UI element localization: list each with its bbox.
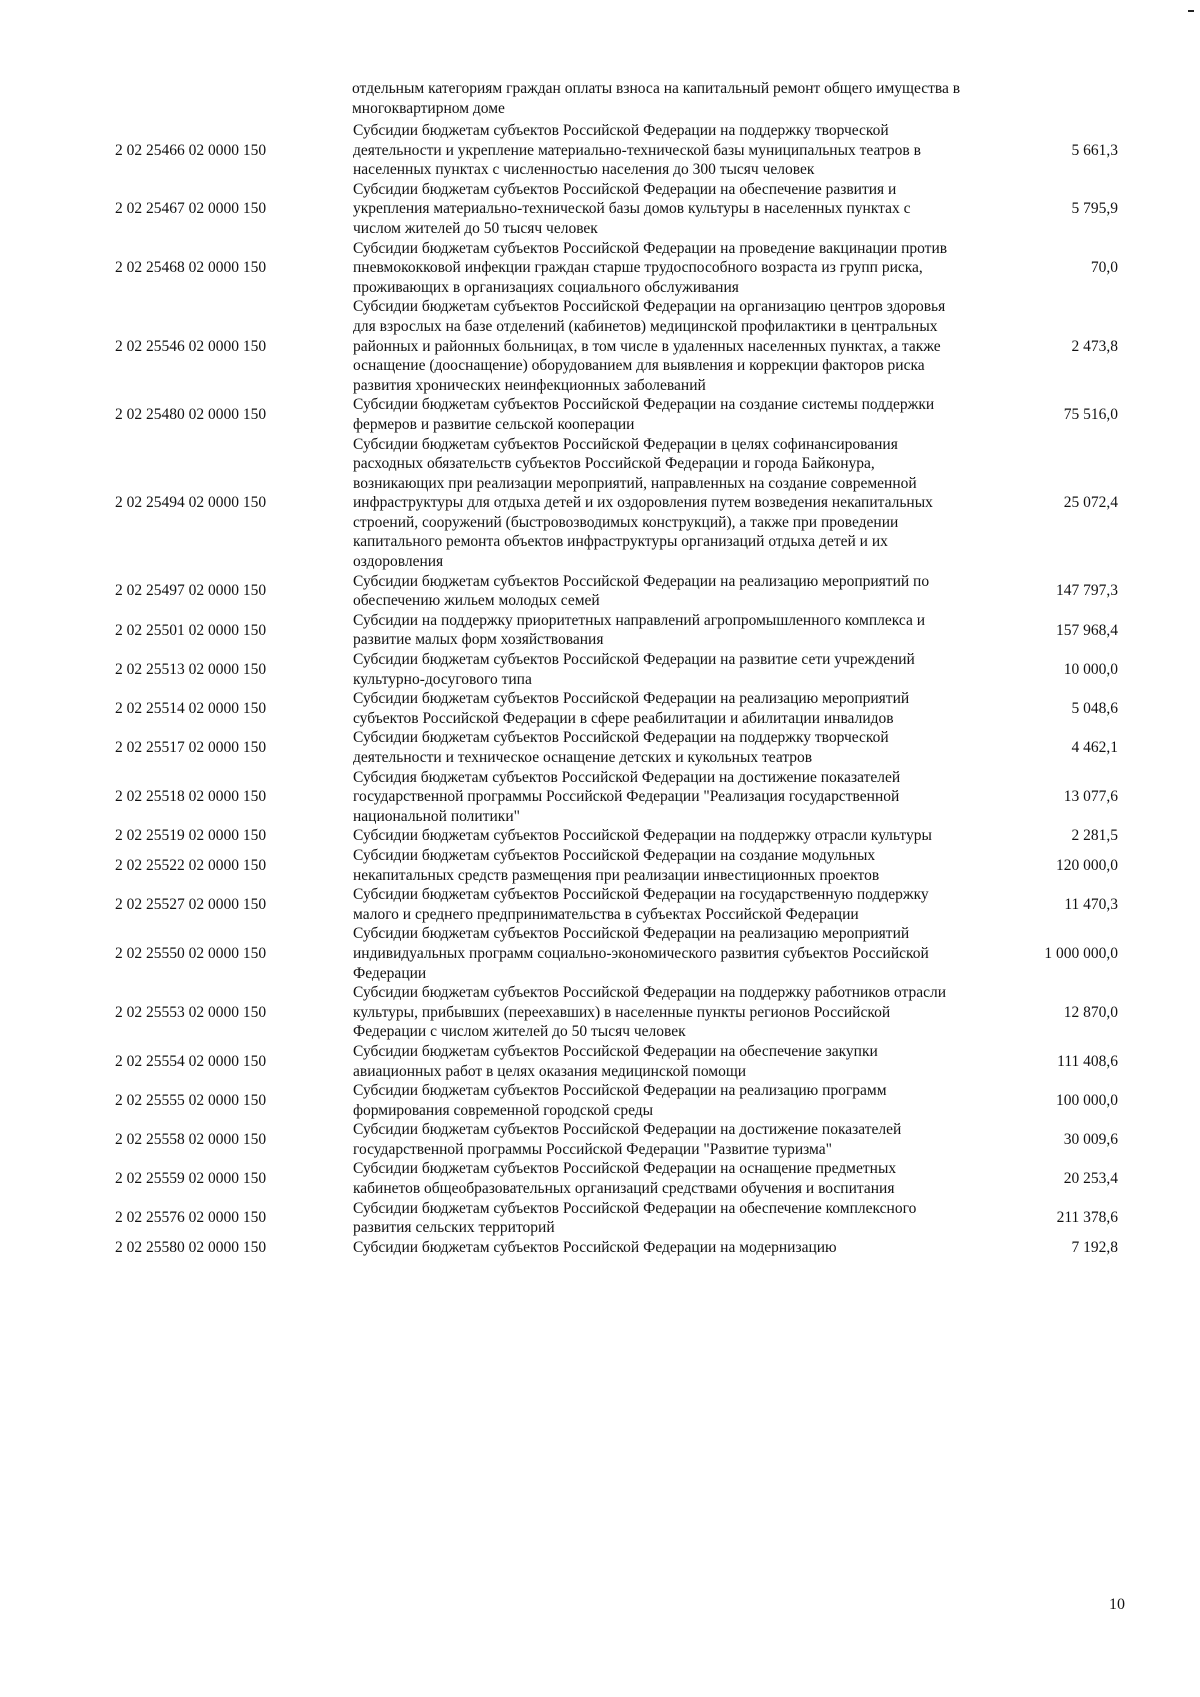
- table-row: [0, 395, 1200, 434]
- table-row: [0, 826, 1200, 846]
- table-row: [0, 924, 1200, 983]
- revenue-description: Субсидии бюджетам субъектов Российской Федерации на обеспечение развития и укрепления материально-технической базы домов культуры в населенных пунктах с числом жителей до 50 тысяч человек: [353, 180, 911, 237]
- revenue-description: Субсидии бюджетам субъектов Российской Федерации на реализацию мероприятий по обеспечению жильем молодых семей: [353, 572, 930, 610]
- revenue-description: Субсидия бюджетам субъектов Российской Федерации на достижение показателей государственной программы Российской Федерации "Реализация государственной национальной политики": [353, 768, 901, 825]
- budget-code: 2 02 25494 02 0000 150: [115, 494, 267, 512]
- table-row: [0, 435, 1200, 572]
- amount: 12 870,0: [1063, 1003, 1118, 1021]
- budget-code: 2 02 25576 02 0000 150: [115, 1209, 267, 1227]
- amount: 7 192,8: [1071, 1238, 1118, 1256]
- revenue-description: Субсидии на поддержку приоритетных направлений агропромышленного комплекса и развитие малых форм хозяйствования: [353, 611, 926, 649]
- amount: 75 516,0: [1063, 406, 1118, 424]
- table-row: [0, 768, 1200, 827]
- amount: 4 462,1: [1071, 739, 1118, 757]
- budget-code: 2 02 25559 02 0000 150: [115, 1170, 267, 1188]
- table-row: [0, 572, 1200, 611]
- revenue-description: Субсидии бюджетам субъектов Российской Федерации на создание системы поддержки фермеров и развитие сельской кооперации: [353, 396, 935, 433]
- budget-code: 2 02 25466 02 0000 150: [115, 141, 267, 159]
- revenue-description: Субсидии бюджетам субъектов Российской Федерации на поддержку отрасли культуры: [353, 827, 932, 845]
- table-row: [0, 650, 1200, 689]
- budget-code: 2 02 25497 02 0000 150: [115, 582, 267, 600]
- amount: 11 470,3: [1064, 895, 1118, 913]
- budget-code: 2 02 25501 02 0000 150: [115, 621, 267, 639]
- revenue-description: Субсидии бюджетам субъектов Российской Федерации на поддержку работников отрасли культуры, прибывших (переехавших) в населенные пункты регионов Российской Федерации с числом жителей до 50 тысяч человек: [353, 984, 947, 1041]
- budget-code: 2 02 25522 02 0000 150: [115, 856, 267, 874]
- revenue-description: Субсидии бюджетам субъектов Российской Федерации на реализацию мероприятий индивидуальных программ социально-экономического развития субъектов Российской Федерации: [353, 925, 929, 982]
- table-row: [0, 885, 1200, 924]
- budget-code: 2 02 25480 02 0000 150: [115, 406, 267, 424]
- table-row: [0, 1081, 1200, 1120]
- table-row: [0, 728, 1200, 767]
- table-row: [0, 611, 1200, 650]
- amount: 147 797,3: [1056, 582, 1118, 600]
- amount: 70,0: [1090, 259, 1118, 277]
- table-row: [0, 983, 1200, 1042]
- budget-code: 2 02 25514 02 0000 150: [115, 700, 267, 718]
- budget-code: 2 02 25518 02 0000 150: [115, 788, 267, 806]
- amount: 1 000 000,0: [1044, 944, 1118, 962]
- continued-description: отдельным категориям граждан оплаты взноса на капитальный ремонт общего имущества в многоквартирном доме: [352, 80, 961, 117]
- budget-code: 2 02 25546 02 0000 150: [115, 337, 267, 355]
- revenue-description: Субсидии бюджетам субъектов Российской Федерации на достижение показателей государственной программы Российской Федерации "Развитие туризма": [353, 1121, 902, 1158]
- budget-table: [0, 121, 1200, 1257]
- table-row: [0, 297, 1200, 395]
- revenue-description: Субсидии бюджетам субъектов Российской Федерации на развитие сети учреждений культурно-досугового типа: [353, 651, 915, 688]
- amount: 5 795,9: [1071, 200, 1118, 218]
- scan-corner-mark: [1188, 10, 1194, 12]
- amount: 100 000,0: [1056, 1091, 1118, 1109]
- revenue-description: Субсидии бюджетам субъектов Российской Федерации на поддержку творческой деятельности и техническое оснащение детских и кукольных театров: [353, 729, 889, 766]
- budget-code: 2 02 25553 02 0000 150: [115, 1003, 267, 1021]
- amount: 211 378,6: [1056, 1209, 1118, 1227]
- page-number: 10: [1109, 1596, 1125, 1613]
- revenue-description: Субсидии бюджетам субъектов Российской Федерации на обеспечение комплексного развития сельских территорий: [353, 1199, 917, 1237]
- amount: 10 000,0: [1063, 660, 1118, 678]
- revenue-description: Субсидии бюджетам субъектов Российской Федерации на проведение вакцинации против пневмококковой инфекции граждан старше трудоспособного возраста из групп риска, проживающих в организациях социального обслуживания: [353, 239, 948, 296]
- revenue-description: Субсидии бюджетам субъектов Российской Федерации на организацию центров здоровья для взрослых на базе отделений (кабинетов) медицинской профилактики в центральных районных и районных больницах, в том числе в удаленных населенных пунктах, а также оснащение (дооснащение) оборудованием для выявления и коррекции факторов риска развития хронических неинфекционных заболеваний: [353, 298, 946, 394]
- amount: 30 009,6: [1063, 1131, 1118, 1149]
- table-row: [0, 180, 1200, 239]
- amount: 2 281,5: [1071, 827, 1118, 845]
- revenue-description: Субсидии бюджетам субъектов Российской Федерации на реализацию мероприятий субъектов Российской Федерации в сфере реабилитации и абилитации инвалидов: [353, 690, 910, 727]
- amount: 111 408,6: [1057, 1052, 1118, 1070]
- table-row: [0, 689, 1200, 728]
- budget-code: 2 02 25580 02 0000 150: [115, 1238, 267, 1256]
- amount: 5 661,3: [1071, 141, 1118, 159]
- amount: 120 000,0: [1056, 856, 1118, 874]
- table-row: [0, 1199, 1200, 1238]
- revenue-description: Субсидии бюджетам субъектов Российской Федерации на создание модульных некапитальных средств размещения при реализации инвестиционных проектов: [353, 846, 880, 884]
- budget-code: 2 02 25468 02 0000 150: [115, 259, 267, 277]
- revenue-description: Субсидии бюджетам субъектов Российской Федерации в целях софинансирования расходных обязательств субъектов Российской Федерации и города Байконура, возникающих при реализации мероприятий, направленных на создание современной инфраструктуры для отдыха детей и их оздоровления путем возведения некапитальных строений, сооружений (быстровозводимых конструкций), а также при проведении капитального ремонта объектов инфраструктуры организаций отдыха детей и их оздоровления: [353, 435, 933, 571]
- revenue-description: Субсидии бюджетам субъектов Российской Федерации на поддержку творческой деятельности и укрепление материально-технической базы муниципальных театров в населенных пунктах с численностью населения до 300 тысяч человек: [353, 122, 921, 179]
- budget-code: 2 02 25555 02 0000 150: [115, 1091, 267, 1109]
- revenue-description: Субсидии бюджетам субъектов Российской Федерации на модернизацию: [353, 1238, 837, 1256]
- budget-code: 2 02 25554 02 0000 150: [115, 1052, 267, 1070]
- table-row: [0, 121, 1200, 180]
- budget-code: 2 02 25558 02 0000 150: [115, 1131, 267, 1149]
- budget-code: 2 02 25527 02 0000 150: [115, 895, 267, 913]
- amount: 13 077,6: [1063, 788, 1118, 806]
- table-row: [0, 1120, 1200, 1159]
- table-row: [0, 1238, 1200, 1258]
- table-row: [0, 1159, 1200, 1198]
- budget-code: 2 02 25467 02 0000 150: [115, 200, 267, 218]
- amount: 20 253,4: [1063, 1170, 1118, 1188]
- budget-code: 2 02 25517 02 0000 150: [115, 739, 267, 757]
- revenue-description: Субсидии бюджетам субъектов Российской Федерации на реализацию программ формирования современной городской среды: [353, 1082, 887, 1119]
- table-row: [0, 846, 1200, 885]
- amount: 2 473,8: [1071, 337, 1118, 355]
- amount: 5 048,6: [1071, 700, 1118, 718]
- budget-code: 2 02 25550 02 0000 150: [115, 944, 267, 962]
- amount: 157 968,4: [1056, 621, 1118, 639]
- budget-code: 2 02 25519 02 0000 150: [115, 827, 267, 845]
- revenue-description: Субсидии бюджетам субъектов Российской Федерации на оснащение предметных кабинетов общеобразовательных организаций средствами обучения и воспитания: [353, 1160, 897, 1198]
- revenue-description: Субсидии бюджетам субъектов Российской Федерации на обеспечение закупки авиационных работ в целях оказания медицинской помощи: [353, 1042, 878, 1080]
- budget-code: 2 02 25513 02 0000 150: [115, 660, 267, 678]
- amount: 25 072,4: [1063, 494, 1118, 512]
- table-row: [0, 239, 1200, 298]
- table-row: [0, 1042, 1200, 1081]
- revenue-description: Субсидии бюджетам субъектов Российской Федерации на государственную поддержку малого и среднего предпринимательства в субъектах Российской Федерации: [353, 886, 929, 923]
